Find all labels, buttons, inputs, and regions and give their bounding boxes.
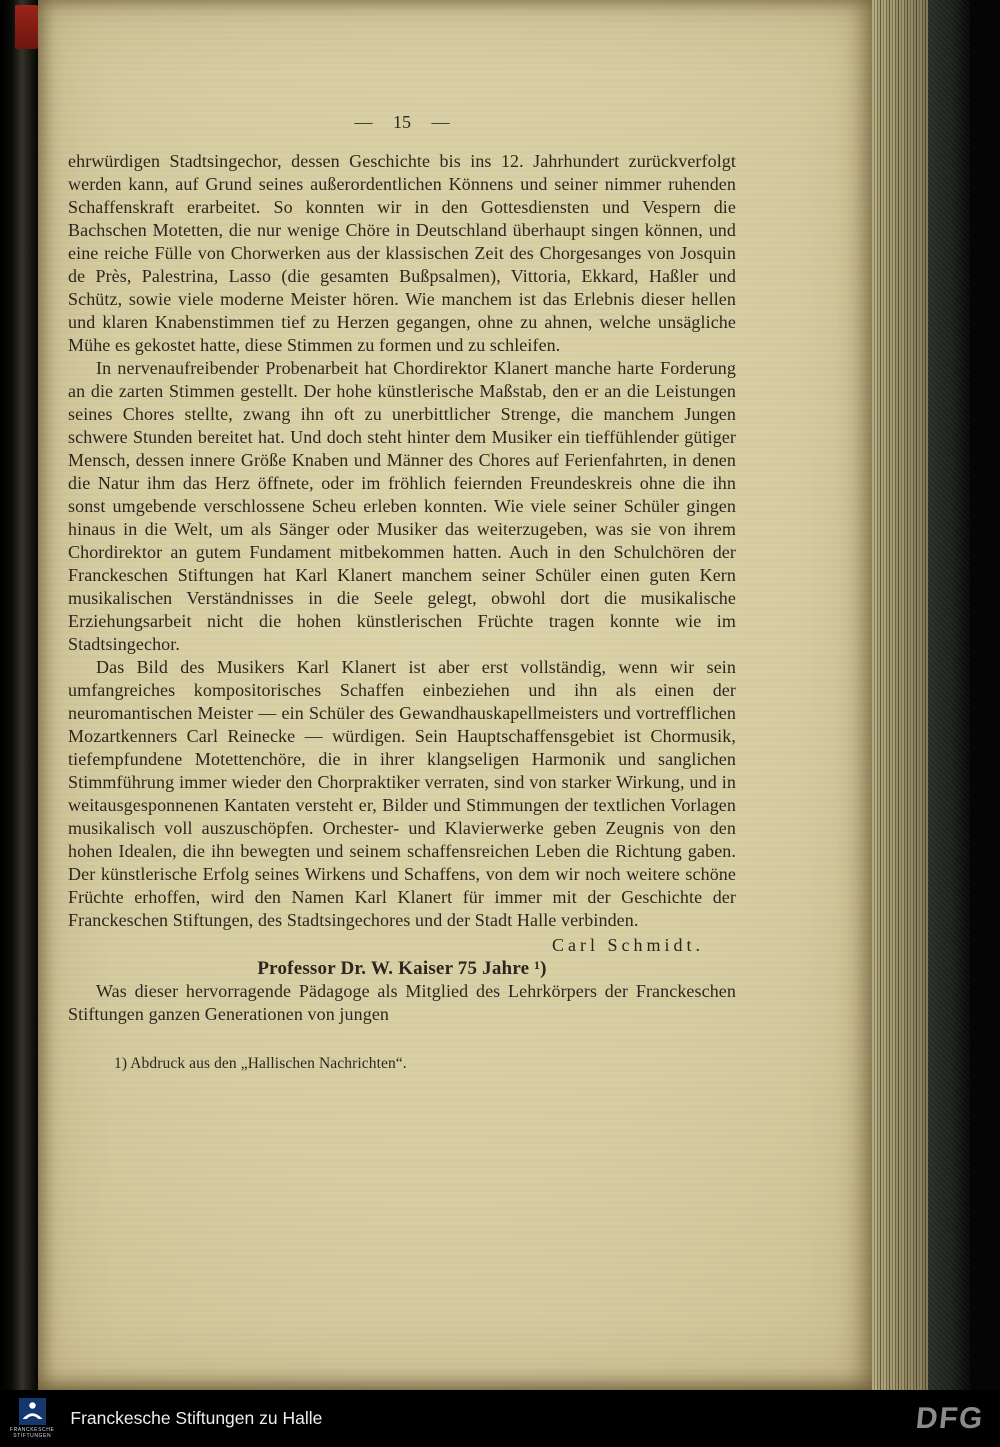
paragraph: Das Bild des Musikers Karl Klanert ist aber erst vollständig, wenn wir sein umfangreiches kompositorisches Schaffen einbeziehen und ihn als einen der neuromantischen Meister — ein Schüler des Gewandhauskapellmeisters und vortrefflichen Mozartkenners Carl Reinecke — würdigen. Sein Hauptschaffensgebiet ist Chormusik, tiefempfundene Motettenchöre, die in ihrer klangseligen Harmonik und sanglichen Stimmführung immer wieder den Chorpraktiker verraten, sind von starker Wirkung, und in weitausgesponnenen Kantaten versteht er, Bilder und Stimmungen der textlichen Vorlagen musikalisch voll auszuschöpfen. Orchester- und Klavierwerke geben Zeugnis von den hohen Idealen, die ihn bewegten und seinem schaffensreichen Leben die Richtung gaben. Der künstlerische Erfolg seines Wirkens und Schaffens, von dem wir noch weitere schöne Früchte erhoffen, wird den Namen Karl Klanert für immer mit der Geschichte der Franckeschen Stiftungen, des Stadtsingechores und der Stadt Halle verbinden. [68,657,736,930]
franckesche-logo-icon [19,1398,46,1425]
dfg-logo[interactable]: DFG [914,1401,986,1435]
book-spine [0,0,40,1390]
section-heading: Professor Dr. W. Kaiser 75 Jahre ¹) [257,958,547,979]
paragraph: In nervenaufreibender Probenarbeit hat Chordirektor Klanert manche harte Forderung an die zarten Stimmen gestellt. Der hohe künstlerische Maßstab, den er an die Leistungen seines Chores stellte, zwang ihn oft zu unerbittlicher Strenge, die manchem Jungen schwere Stunden bereitet hat. Und doch steht hinter dem Musiker ein tieffühlender gütiger Mensch, dessen innere Größe Knaben und Männer des Chores auf Ferienfahrten, in denen die Natur ihm das Herz öffnete, oder im fröhlich feiernden Freundeskreis ohne die ihn sonst umgebende verschlossene Scheu erleben konnten. Wie viele seiner Schüler gingen hinaus in die Welt, um als Sänger oder Musiker das weiterzugeben, was sie von ihrem Chordirektor an gutem Fundament mitbekommen hatten. Auch in den Schulchören der Franckeschen Stiftungen hat Karl Klanert manchem seiner Schüler einen guten Kern musikalischen Verständnisses in die Seele gelegt, obwohl dort die musikalische Erziehungsarbeit nicht die hohen künstlerischen Früchte tragen konnte wie im Stadtsingechor. [68,358,736,654]
franckesche-stiftungen-logo[interactable] [10,1398,54,1439]
paragraph: Was dieser hervorragende Pädagoge als Mitglied des Lehrkörpers der Franckeschen Stiftungen ganzen Generationen von jungen [68,981,736,1024]
body-text [68,150,736,1075]
page-number: — 15 — [354,112,450,132]
book-page-edges [872,0,928,1390]
scanned-page [38,0,872,1390]
logo-caption-line2: STIFTUNGEN [13,1433,52,1439]
red-bookmark [15,5,38,49]
logo-caption [10,1427,54,1439]
footer-title: Franckesche Stiftungen zu Halle [70,1408,323,1428]
paragraph-continued: ehrwürdigen Stadtsingechor, dessen Geschichte bis ins 12. Jahrhundert zurückverfolgt werden kann, auf Grund seines außerordentlichen Könnens und seiner nimmer ruhenden Schaffenskraft erarbeitet. So konnten wir in den Gottesdiensten und Vespern die Bachschen Motetten, die nur wenige Chöre in Deutschland überhaupt singen können, und eine reiche Fülle von Chorwerken aus der klassischen Zeit des Chorgesanges von Josquin de Près, Palestrina, Lasso (die gesamten Bußpsalmen), Vittoria, Ekkard, Haßler und Schütz, sowie viele moderne Meister hören. Wie manchem ist das Erlebnis dieser hellen und klaren Knabenstimmen tief zu Herzen gegangen, ohne zu ahnen, welche unsägliche Mühe es gekostet hatte, diese Stimmen zu formen und zu schleifen. [68,151,736,355]
signature: Carl Schmidt. [552,935,704,955]
footnote: 1) Abdruck aus den „Hallischen Nachrichten“. [114,1055,407,1072]
viewer-footer [0,1390,1000,1447]
logo-caption-line1: FRANCKESCHE [10,1427,55,1433]
book-back-cover [928,0,970,1390]
